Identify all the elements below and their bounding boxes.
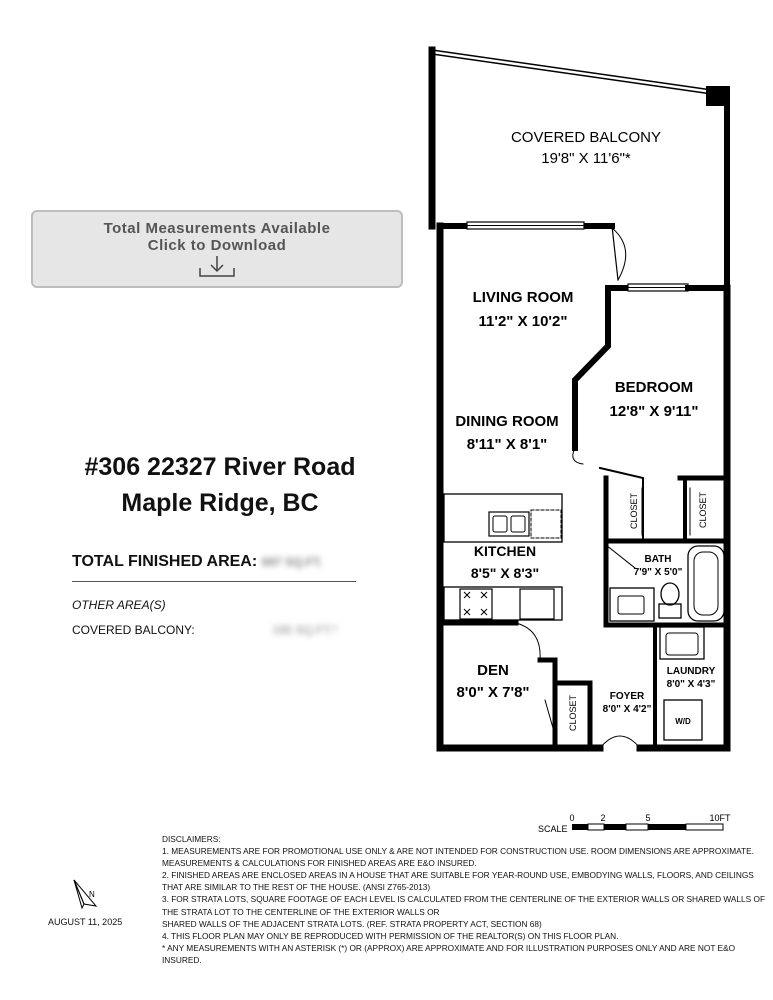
- disclaimers: [162, 833, 766, 966]
- label-foyer: FOYER: [609, 691, 645, 702]
- label-bedroom: BEDROOM: [614, 379, 694, 396]
- fridge: [520, 589, 554, 619]
- dims-dining-room: 8'11" X 8'1": [466, 436, 548, 453]
- label-closet-bedroom: CLOSET: [629, 492, 639, 530]
- label-dining-room: DINING ROOM: [455, 413, 559, 430]
- download-line-1: Total Measurements Available: [103, 220, 331, 237]
- disclaimer-line: INSURED.: [162, 954, 202, 965]
- stove-burners: [464, 592, 487, 615]
- compass-label: N: [89, 890, 95, 899]
- label-closet-den: CLOSET: [568, 694, 578, 732]
- disclaimer-line: 3. FOR STRATA LOTS, SQUARE FOOTAGE OF EACH LEVEL IS CALCULATED FROM THE CENTERLINE OF THE EXTERIOR WALLS OR SHARED WALLS OF: [162, 894, 766, 905]
- total-finished-area-value: 687 SQ.FT.: [261, 555, 323, 569]
- dims-kitchen: 8'5" X 8'3": [470, 565, 540, 581]
- label-kitchen: KITCHEN: [473, 543, 537, 559]
- bathtub: [688, 546, 724, 621]
- label-living-room: LIVING ROOM: [472, 289, 574, 306]
- plan-date: AUGUST 11, 2025: [48, 917, 123, 927]
- disclaimer-line: MEASUREMENTS & CALCULATIONS FOR FINISHED AREAS ARE E&O INSURED.: [162, 858, 477, 869]
- bedroom-wall-left: [575, 288, 608, 448]
- balcony-door: [612, 228, 626, 280]
- download-line-2: Click to Download: [147, 237, 287, 254]
- disclaimer-line: THAT ARE SIMILAR TO THE REST OF THE HOUSE. (ANSI Z765-2013): [162, 882, 431, 893]
- dims-bath: 7'9" X 5'0": [633, 567, 683, 578]
- label-wd: W/D: [675, 717, 691, 726]
- toilet: [661, 583, 679, 605]
- disclaimer-line: 1. MEASUREMENTS ARE FOR PROMOTIONAL USE ONLY & ARE NOT INTENDED FOR CONSTRUCTION USE. ROOM DIMENSIONS ARE APPROXIMATE.: [162, 846, 754, 857]
- dims-bedroom: 12'8" X 9'11": [609, 403, 699, 420]
- dims-living-room: 11'2" X 10'2": [478, 313, 568, 330]
- address-line-1: #306 22327 River Road: [84, 453, 356, 481]
- scale-tick-10: 10FT: [709, 813, 731, 823]
- scale-label: SCALE: [538, 824, 568, 834]
- disclaimer-line: DISCLAIMERS:: [162, 834, 221, 844]
- balcony-railing: [432, 50, 712, 90]
- scale-tick-0: 0: [569, 813, 575, 823]
- dims-laundry: 8'0" X 4'3": [666, 679, 716, 690]
- scale-tick-2: 2: [600, 813, 606, 823]
- disclaimer-line: SHARED WALLS OF THE ADJACENT STRATA LOTS. (REF. STRATA PROPERTY ACT, SECTION 68): [162, 918, 542, 929]
- disclaimer-line: 2. FINISHED AREAS ARE ENCLOSED AREAS IN A HOUSE THAT ARE SUITABLE FOR YEAR-ROUND USE, EMBODYING WALLS, FLOORS, AND CEILINGS: [162, 870, 754, 881]
- label-laundry: LAUNDRY: [666, 666, 716, 677]
- kitchen-counter: [444, 494, 562, 542]
- disclaimer-line: 4. THIS FLOOR PLAN MAY ONLY BE REPRODUCED WITH PERMISSION OF THE REALTOR(S) ON THIS FLOOR PLAN.: [162, 930, 619, 941]
- dims-covered-balcony: 19'8" X 11'6"*: [541, 150, 631, 167]
- scale-tick-5: 5: [645, 813, 651, 823]
- scale-bar: [572, 824, 723, 830]
- total-finished-area-label: TOTAL FINISHED AREA:: [72, 553, 258, 570]
- covered-balcony-area-value: 195 SQ.FT.*: [272, 623, 338, 637]
- other-areas-label: OTHER AREA(S): [72, 598, 166, 612]
- label-bath: BATH: [644, 554, 672, 565]
- entry-door: [600, 736, 640, 748]
- label-den: DEN: [477, 662, 509, 679]
- kitchen-lower-counter: [444, 587, 562, 620]
- disclaimer-line: * ANY MEASUREMENTS WITH AN ASTERISK (*) OR (APPROX) ARE APPROXIMATE AND FOR ILLUSTRATION PURPOSES ONLY AND ARE NOT E&O: [162, 942, 736, 953]
- covered-balcony-area-label: COVERED BALCONY:: [72, 623, 195, 637]
- label-covered-balcony: COVERED BALCONY: [510, 129, 662, 146]
- dims-foyer: 8'0" X 4'2": [602, 704, 652, 715]
- address-line-2: Maple Ridge, BC: [121, 489, 319, 517]
- bath-vanity: [610, 588, 654, 621]
- dishwasher: [531, 510, 561, 538]
- label-closet-bath: CLOSET: [698, 491, 708, 529]
- disclaimer-line: THE STRATA LOT TO THE CENTERLINE OF THE EXTERIOR WALLS OR: [162, 906, 440, 917]
- dims-den: 8'0" X 7'8": [456, 684, 530, 701]
- den-door: [516, 623, 540, 660]
